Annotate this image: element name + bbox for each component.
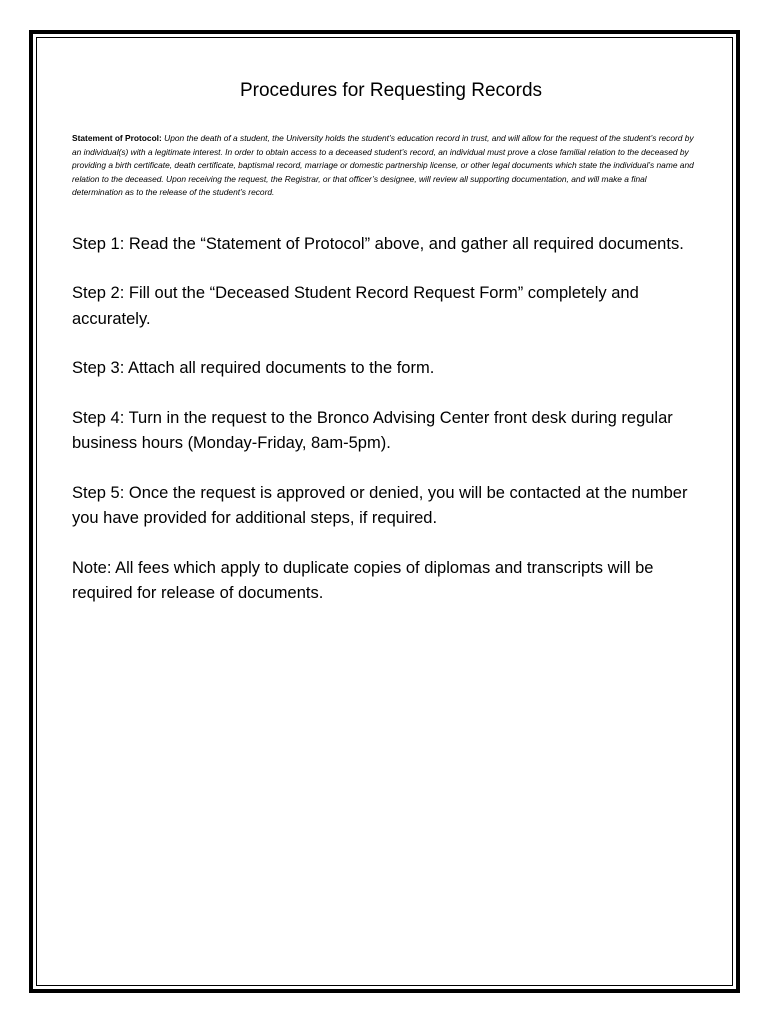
protocol-label: Statement of Protocol: [72, 133, 162, 143]
document-body [72, 78, 698, 607]
protocol-text: Upon the death of a student, the University holds the student’s education record in trust, and will allow for the request of the student’s record by an individual(s) with a legitimate interest. In order to obtain access to a deceased student’s record, an individual must prove a close familial relation to the deceased by providing a birth certificate, death certificate, baptismal record, marriage or domestic partnership license, or other legal documents which state the individual’s name and relation to the deceased. Upon receiving the request, the Registrar, or that officer’s designee, will review all supporting documentation, and will make a final determination as to the release of the student’s record. [72, 133, 694, 198]
steps-list [72, 232, 698, 532]
step-3: Step 3: Attach all required documents to the form. [72, 359, 435, 378]
step-2: Step 2: Fill out the “Deceased Student Record Request Form” completely and accurately. [72, 284, 639, 328]
step-5: Step 5: Once the request is approved or denied, you will be contacted at the number you have provided for additional steps, if required. [72, 483, 688, 528]
statement-of-protocol [72, 132, 698, 200]
step-4: Step 4: Turn in the request to the Bronco Advising Center front desk during regular business hours (Monday-Friday, 8am-5pm). [72, 408, 673, 453]
step-1: Step 1: Read the “Statement of Protocol” above, and gather all required documents. [72, 234, 684, 253]
fees-note: Note: All fees which apply to duplicate copies of diplomas and transcripts will be required for release of documents. [72, 558, 654, 603]
document-title: Procedures for Requesting Records [239, 80, 543, 101]
